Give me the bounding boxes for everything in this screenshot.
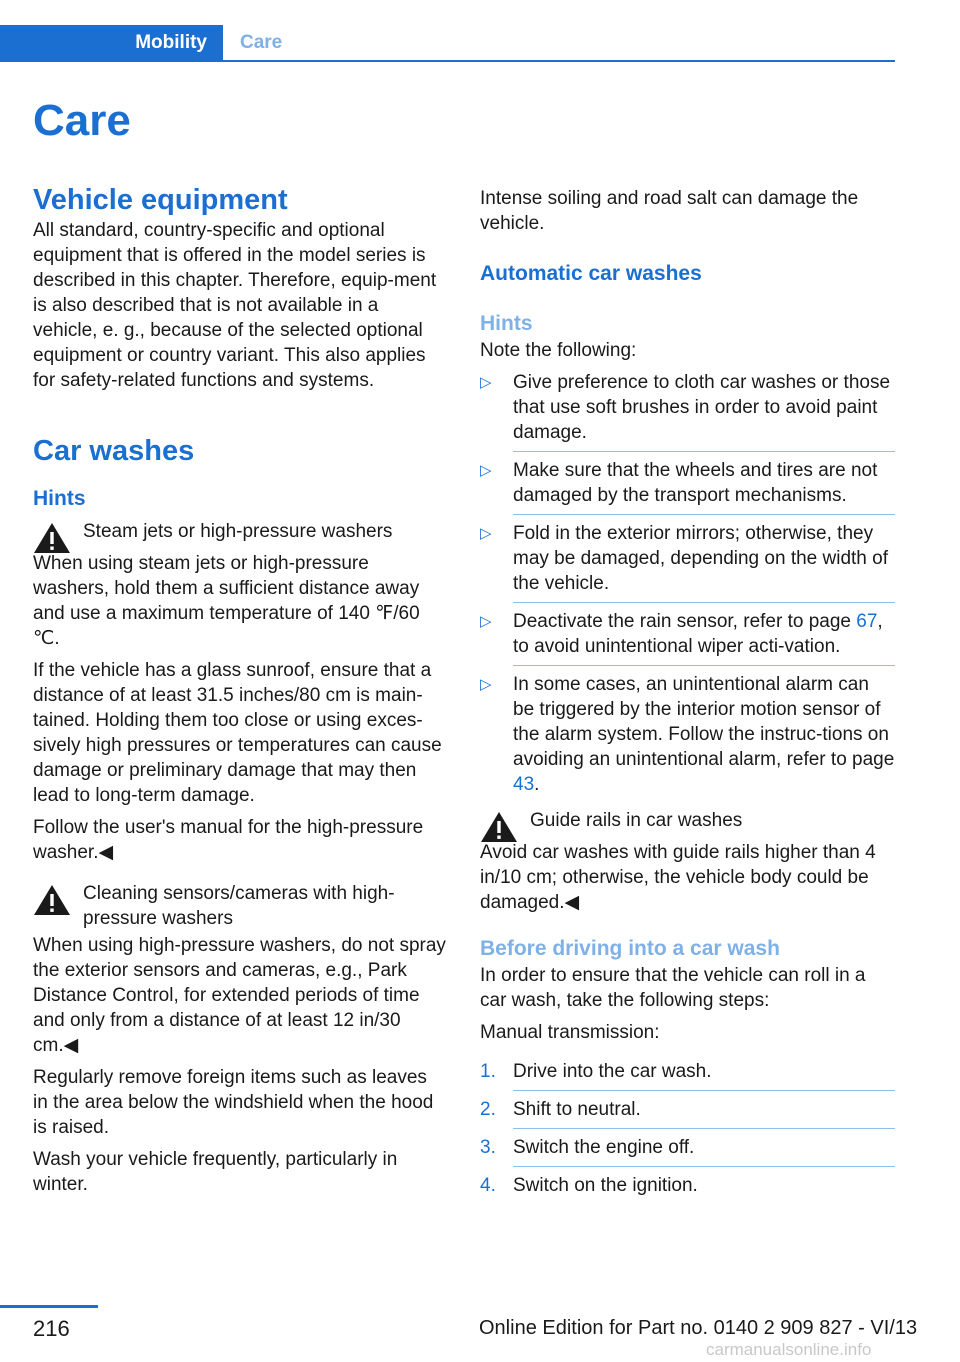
warning-triangle-icon	[33, 883, 71, 917]
bullet-item	[480, 521, 895, 596]
warning-cleaning-sensors	[33, 881, 446, 1058]
step-separator	[513, 1166, 895, 1167]
paragraph-remove-items: Regularly remove foreign items such as leaves in the area below the windshield when the hood is raised.	[33, 1067, 434, 1138]
bullet-separator	[513, 602, 895, 603]
warning-title: Guide rails in car washes	[530, 810, 743, 831]
paragraph-order: In order to ensure that the vehicle can roll in a car wash, take the following steps:	[480, 965, 866, 1011]
list-item	[480, 1097, 895, 1122]
heading-hints: Hints	[480, 312, 533, 335]
bullet-item	[480, 672, 895, 797]
chapter-header	[0, 25, 895, 62]
step-separator	[513, 1090, 895, 1091]
bullet-separator	[513, 665, 895, 666]
step-number: 3.	[480, 1137, 496, 1158]
bullet-item	[480, 609, 895, 659]
warning-body: When using steam jets or high-pressure washers, hold them a sufficient distance away and use a maximum temperature of 140 ℉/60 ℃.	[33, 553, 420, 649]
step-text: Drive into the car wash.	[513, 1061, 712, 1082]
heading-car-washes: Car washes	[33, 435, 195, 467]
bullet-list	[480, 370, 895, 797]
step-text: Shift to neutral.	[513, 1099, 641, 1120]
step-text: Switch on the ignition.	[513, 1175, 698, 1196]
warning-guide-rails	[480, 808, 895, 915]
page-number: 216	[33, 1316, 70, 1341]
heading-before-driving: Before driving into a car wash	[480, 937, 780, 960]
right-column	[480, 186, 895, 1198]
paragraph-wash-frequently: Wash your vehicle frequently, particularly in winter.	[33, 1149, 398, 1195]
watermark: carmanualsonline.info	[706, 1340, 872, 1359]
bullet-triangle-icon: ▷	[480, 613, 492, 630]
list-item	[480, 1135, 895, 1160]
step-number: 1.	[480, 1061, 496, 1082]
heading-hints: Hints	[33, 487, 86, 510]
bullet-text: Give preference to cloth car washes or those that use soft brushes in order to avoid paint damage.	[513, 372, 891, 443]
warning-body: When using high-pressure washers, do not spray the exterior sensors and cameras, e.g., Park Distance Control, for extended periods of time and only from a distance of at least 12 in/30 cm.◀	[33, 935, 446, 1056]
footer-rule	[0, 1305, 98, 1308]
bullet-text-pre: Deactivate the rain sensor, refer to page	[513, 611, 857, 632]
step-text: Switch the engine off.	[513, 1137, 695, 1158]
step-separator	[513, 1128, 895, 1129]
bullet-item	[480, 458, 895, 508]
heading-vehicle-equipment: Vehicle equipment	[33, 184, 288, 216]
tab-care[interactable]: Care	[240, 31, 283, 53]
step-number: 4.	[480, 1175, 496, 1196]
bullet-text	[513, 674, 894, 795]
bullet-text-post: , to avoid unintentional wiper acti-vation.	[513, 611, 883, 657]
page-link[interactable]: 43	[513, 774, 535, 795]
paragraph-soiling: Intense soiling and road salt can damage the vehicle.	[480, 188, 859, 234]
heading-automatic-car-washes: Automatic car washes	[480, 262, 702, 285]
paragraph-note: Note the following:	[480, 340, 637, 361]
bullet-triangle-icon: ▷	[480, 676, 492, 693]
bullet-separator	[513, 514, 895, 515]
header-rule	[0, 60, 895, 62]
step-number: 2.	[480, 1099, 496, 1120]
warning-body: Avoid car washes with guide rails higher than 4 in/10 cm; otherwise, the vehicle body could be damaged.◀	[480, 842, 876, 913]
warning-triangle-icon	[33, 521, 71, 555]
list-item	[480, 1173, 895, 1198]
bullet-text	[513, 611, 883, 657]
list-item	[480, 1059, 895, 1084]
tab-mobility[interactable]: Mobility	[0, 25, 223, 60]
paragraph-vehicle-equipment: All standard, country-specific and optional equipment that is offered in the model series is described in this chapter. Therefore, equip-ment is also described that is not available in a vehicle, e. g., because of the selected optional equipment or country variant. This also applies for safety-related functions and systems.	[33, 220, 437, 391]
numbered-list	[480, 1059, 895, 1198]
warning-triangle-icon	[480, 810, 518, 844]
page-link[interactable]: 67	[856, 611, 878, 632]
paragraph-manual-transmission: Manual transmission:	[480, 1022, 660, 1043]
left-column	[33, 182, 446, 1197]
edition-info: Online Edition for Part no. 0140 2 909 827 - VI/13	[479, 1317, 918, 1339]
page-title: Care	[33, 96, 131, 145]
paragraph-sunroof: If the vehicle has a glass sunroof, ensure that a distance of at least 31.5 inches/80 cm is main-tained. Holding them too close or using exces-sively high pressures or temperatures can cause damage or preliminary damage that may then lead to long-term damage.	[33, 660, 442, 806]
bullet-text: Make sure that the wheels and tires are not damaged by the transport mechanisms.	[513, 460, 878, 506]
bullet-triangle-icon: ▷	[480, 525, 492, 542]
paragraph-follow-manual: Follow the user's manual for the high-pressure washer.◀	[33, 817, 424, 863]
warning-title: Cleaning sensors/cameras with high-pressure washers	[83, 883, 395, 929]
bullet-separator	[513, 451, 895, 452]
bullet-text-pre: In some cases, an unintentional alarm can be triggered by the interior motion sensor of the alarm system. Follow the instruc-tions on avoiding an unintentional alarm, refer to page	[513, 674, 895, 770]
bullet-text: Fold in the exterior mirrors; otherwise, they may be damaged, depending on the width of the vehicle.	[513, 523, 888, 594]
bullet-triangle-icon: ▷	[480, 374, 492, 391]
bullet-text-post: .	[534, 774, 540, 795]
warning-title: Steam jets or high-pressure washers	[83, 521, 393, 542]
bullet-item	[480, 370, 895, 445]
bullet-triangle-icon: ▷	[480, 462, 492, 479]
warning-steam-jets	[33, 519, 446, 651]
